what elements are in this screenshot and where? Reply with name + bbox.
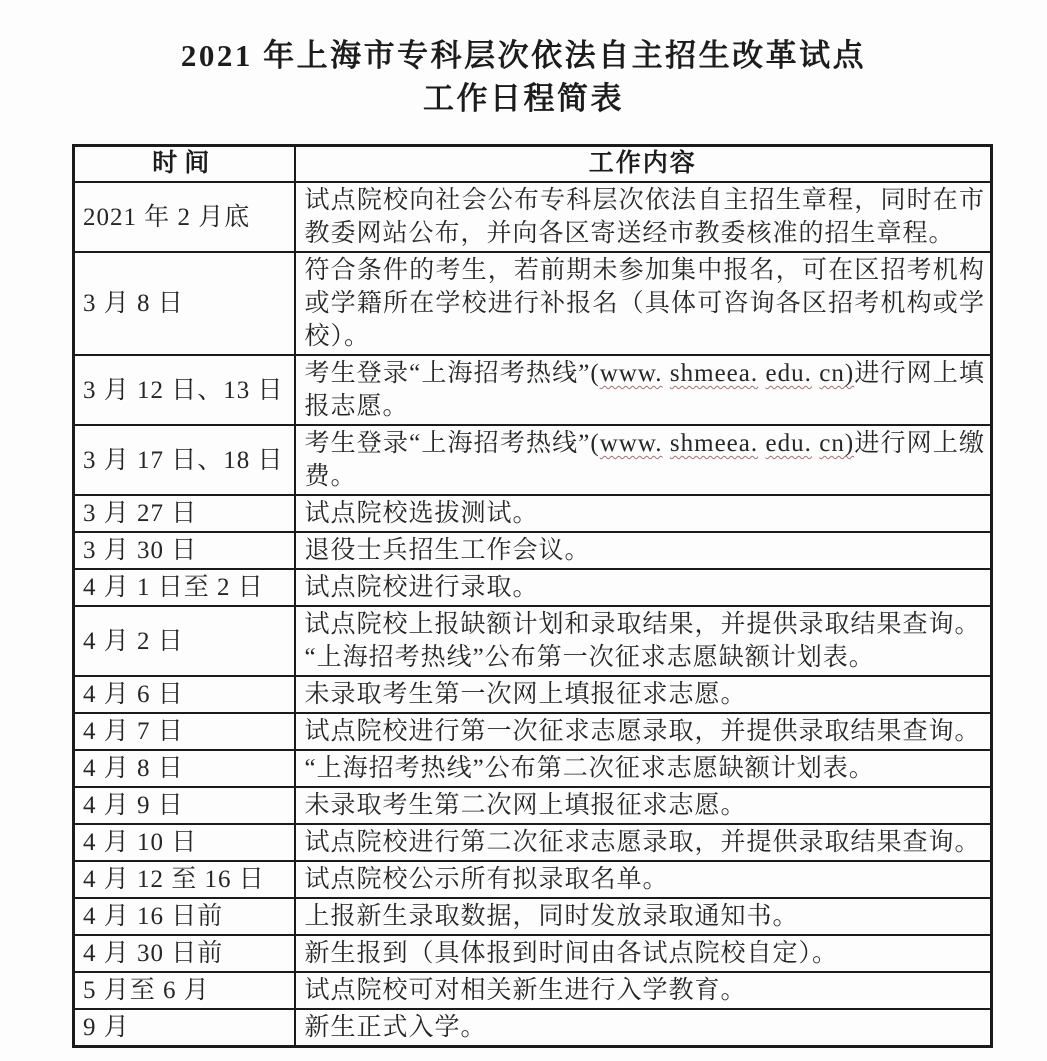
content-text: 试点院校上报缺额计划和录取结果，并提供录取结果查询。 <box>304 611 981 638</box>
url-text: edu. <box>765 430 812 457</box>
table-row <box>74 1009 992 1047</box>
table-row <box>74 898 992 935</box>
time-cell: 5 月至 6 月 <box>74 972 295 1009</box>
time-cell: 4 月 7 日 <box>74 713 295 750</box>
table-row <box>74 569 992 606</box>
header-cell-time: 时间 <box>74 146 295 183</box>
url-text: cn) <box>819 360 855 387</box>
content-cell <box>295 935 992 972</box>
content-text: 试点院校选拔测试。 <box>304 500 539 527</box>
page-title-line1: 2021 年上海市专科层次依法自主招生改革试点 <box>180 38 867 73</box>
content-text: 试点院校可对相关新生进行入学教育。 <box>304 977 747 1004</box>
url-text: edu. <box>765 360 812 387</box>
table-row <box>74 606 992 676</box>
url-text: www. <box>599 430 663 457</box>
content-cell <box>295 898 992 935</box>
content-text <box>758 430 765 457</box>
content-cell <box>295 355 992 425</box>
header-cell-content: 工作内容 <box>295 146 992 183</box>
table-row <box>74 676 992 713</box>
content-text: 考生登录“上海招考热线”( <box>304 360 600 387</box>
time-cell: 3 月 27 日 <box>74 495 295 532</box>
time-cell: 4 月 2 日 <box>74 606 295 676</box>
content-cell <box>295 425 992 495</box>
url-text: shmeea. <box>669 360 759 387</box>
table-row <box>74 861 992 898</box>
content-cell <box>295 606 992 676</box>
content-text: 试点院校进行第一次征求志愿录取，并提供录取结果查询。 <box>304 718 981 745</box>
url-text: shmeea. <box>669 430 759 457</box>
content-text <box>758 360 765 387</box>
content-cell <box>295 676 992 713</box>
content-text: 试点院校向社会公布专科层次依法自主招生章程，同时在市教委网站公布，并向各区寄送经市教委核准的招生章程。 <box>304 187 985 247</box>
content-text: 未录取考生第二次网上填报征求志愿。 <box>304 792 747 819</box>
table-row <box>74 824 992 861</box>
time-cell: 4 月 30 日前 <box>74 935 295 972</box>
content-text: 退役士兵招生工作会议。 <box>304 537 591 564</box>
header-row <box>74 146 992 183</box>
content-cell <box>295 182 992 252</box>
time-cell: 4 月 12 至 16 日 <box>74 861 295 898</box>
content-cell <box>295 861 992 898</box>
content-cell <box>295 569 992 606</box>
time-cell: 3 月 17 日、18 日 <box>74 425 295 495</box>
content-text: 新生正式入学。 <box>304 1014 487 1041</box>
page-title-line2: 工作日程简表 <box>423 81 624 116</box>
time-cell: 3 月 12 日、13 日 <box>74 355 295 425</box>
time-cell: 3 月 30 日 <box>74 532 295 569</box>
content-cell <box>295 824 992 861</box>
time-cell: 9 月 <box>74 1009 295 1047</box>
content-cell <box>295 1009 992 1047</box>
content-text: 试点院校进行录取。 <box>304 574 539 601</box>
url-text: cn) <box>819 430 855 457</box>
table-row <box>74 425 992 495</box>
content-text: 进行网上缴费。 <box>304 430 985 490</box>
table-row <box>74 972 992 1009</box>
table-row <box>74 495 992 532</box>
time-cell: 2021 年 2 月底 <box>74 182 295 252</box>
content-text: “上海招考热线”公布第一次征求志愿缺额计划表。 <box>304 644 875 671</box>
table-row <box>74 935 992 972</box>
content-cell <box>295 750 992 787</box>
content-text: 考生登录“上海招考热线”( <box>304 430 600 457</box>
table-row <box>74 750 992 787</box>
content-text: 进行网上填报志愿。 <box>304 360 985 420</box>
content-text: 新生报到（具体报到时间由各试点院校自定）。 <box>304 940 839 967</box>
table-row <box>74 252 992 355</box>
time-cell: 4 月 16 日前 <box>74 898 295 935</box>
time-cell: 4 月 1 日至 2 日 <box>74 569 295 606</box>
content-text: “上海招考热线”公布第二次征求志愿缺额计划表。 <box>304 755 875 782</box>
time-cell: 4 月 8 日 <box>74 750 295 787</box>
content-text: 未录取考生第一次网上填报征求志愿。 <box>304 681 747 708</box>
content-cell <box>295 532 992 569</box>
content-text <box>663 430 670 457</box>
time-cell: 3 月 8 日 <box>74 252 295 355</box>
content-cell <box>295 495 992 532</box>
time-cell: 4 月 6 日 <box>74 676 295 713</box>
table-row <box>74 713 992 750</box>
content-cell <box>295 252 992 355</box>
table-row <box>74 532 992 569</box>
table-row <box>74 355 992 425</box>
content-text <box>663 360 670 387</box>
content-text: 试点院校公示所有拟录取名单。 <box>304 866 669 893</box>
time-cell: 4 月 10 日 <box>74 824 295 861</box>
content-text: 符合条件的考生，若前期未参加集中报名，可在区招考机构或学籍所在学校进行补报名（具体可咨询各区招考机构或学校）。 <box>304 257 985 350</box>
time-cell: 4 月 9 日 <box>74 787 295 824</box>
table-row <box>74 787 992 824</box>
page-title <box>0 0 1047 120</box>
schedule-table-body <box>74 182 992 1047</box>
schedule-table <box>72 144 993 1048</box>
content-text: 试点院校进行第二次征求志愿录取，并提供录取结果查询。 <box>304 829 981 856</box>
url-text: www. <box>599 360 663 387</box>
table-row <box>74 182 992 252</box>
content-cell <box>295 787 992 824</box>
content-cell <box>295 713 992 750</box>
content-cell <box>295 972 992 1009</box>
content-text: 上报新生录取数据，同时发放录取通知书。 <box>304 903 799 930</box>
